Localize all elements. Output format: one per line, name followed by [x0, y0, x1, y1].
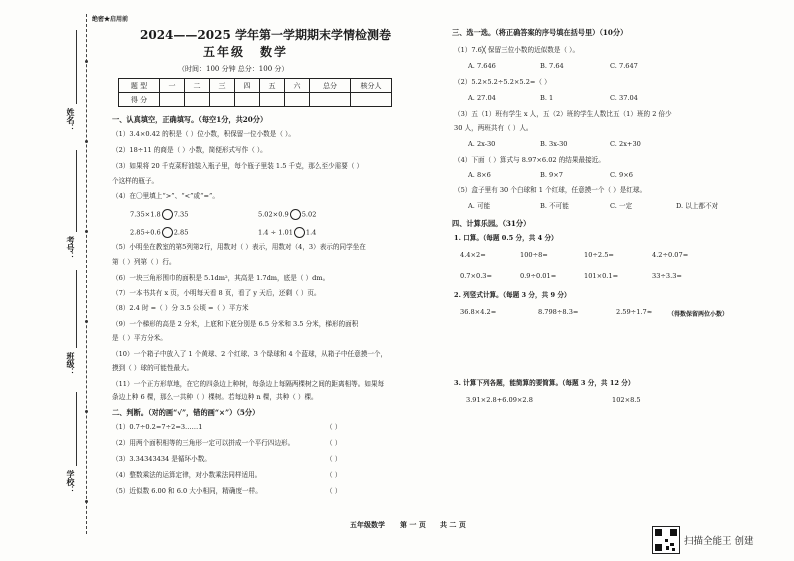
- class-field[interactable]: [76, 270, 77, 348]
- compare-left: 5.02×0.9: [258, 210, 289, 219]
- compare-right: 5.02: [301, 210, 317, 219]
- score-table: [118, 78, 392, 107]
- judge-answer-paren[interactable]: （ ）: [326, 471, 342, 479]
- vertical-item: 36.8×4.2=: [460, 308, 497, 316]
- choice-question: 30 人，两班共有（ ）人。: [454, 124, 533, 132]
- footer-page: 第 一 页: [400, 520, 426, 529]
- choice-option[interactable]: A. 2x-30: [468, 140, 496, 148]
- oral-item: 100÷8=: [520, 251, 548, 259]
- compare-item: [258, 227, 316, 238]
- section3-heading: 三、选一选。（将正确答案的序号填在括号里）（10分）: [452, 28, 628, 37]
- score-input-cell[interactable]: [185, 93, 210, 107]
- judge-answer-paren[interactable]: （ ）: [326, 439, 342, 447]
- choice-question: （4）下面（ ）算式与 8.97×6.02 的结果最接近。: [454, 156, 605, 164]
- subject-label: 数学: [260, 45, 289, 59]
- score-cell: 四: [235, 79, 260, 93]
- question-line: （8）2.4 时 =（ ）分 3.5 公顷 =（ ）平方米: [112, 304, 249, 312]
- class-label: 班级：: [66, 352, 76, 376]
- confidential-label: 绝密★启用前: [92, 16, 129, 23]
- question-line: （10）一个箱子中放入了 1 个黄球、2 个红球、3 个绿球和 4 个蓝球，从箱子中任意摸一个，: [112, 350, 388, 358]
- choice-option[interactable]: A. 可能: [468, 202, 491, 210]
- judge-item: （3）3.34343434 是循环小数。: [112, 455, 211, 463]
- score-input-cell[interactable]: [160, 93, 185, 107]
- question-line: （2）18÷11 的商是（ ）小数，简便形式写作（ ）。: [112, 146, 267, 154]
- oral-item: 0.9÷0.01=: [520, 272, 557, 280]
- binding-dot: [85, 60, 88, 63]
- question-line: （1）3.4×0.42 的积是（ ）位小数，积保留一位小数是（ ）。: [112, 130, 295, 138]
- school-label: 学校：: [66, 470, 76, 494]
- simple-heading: 3. 计算下列各题，能简算的要简算。（每题 3 分，共 12 分）: [454, 379, 635, 387]
- choice-option[interactable]: B. 1: [540, 94, 554, 102]
- choice-option[interactable]: A. 8×6: [468, 171, 491, 179]
- exam-title: 2024——2025 学年第一学期期末学情检测卷: [140, 28, 391, 42]
- judge-answer-paren[interactable]: （ ）: [326, 487, 342, 495]
- judge-item: （2）用两个面积相等的三角形一定可以拼成一个平行四边形。: [112, 439, 295, 447]
- oral-item: 33÷3.3=: [652, 272, 682, 280]
- score-input-cell[interactable]: [351, 93, 392, 107]
- compare-circle[interactable]: [294, 227, 305, 238]
- choice-option[interactable]: B. 不可能: [540, 202, 569, 210]
- question-line: 个这样的瓶子。: [112, 177, 159, 185]
- binding-line: [86, 14, 87, 534]
- choice-option[interactable]: C. 7.647: [610, 62, 638, 70]
- question-line: （3）如果将 20 千克菜籽油装入瓶子里，每个瓶子里装 1.5 千克，那么至少需要（ ）: [112, 162, 364, 170]
- question-line: （7）一本书共有 x 页，小明每天看 8 页，看了 y 天后，还剩（ ）页。: [112, 289, 321, 297]
- question-line: 条边上种 6 棵，那么一共种（ ）棵树。若每边种 n 棵，共种（ ）棵。: [112, 393, 318, 401]
- compare-left: 1.4 ÷ 1.01: [258, 228, 293, 237]
- choice-question: （1）7.6╳ 保留三位小数的近似数是（ ）。: [454, 46, 580, 54]
- section1-heading: 一、认真填空，正确填写。（每空1分，共20分）: [112, 115, 268, 124]
- oral-item: 0.7×0.3=: [460, 272, 493, 280]
- vertical-item: 2.59÷1.7≈: [616, 308, 653, 316]
- choice-question: （5）盒子里有 30 个白球和 1 个红球，任意摸一个（ ）是红球。: [454, 186, 647, 194]
- binding-dot: [85, 410, 88, 413]
- choice-option[interactable]: B. 3x-30: [540, 140, 568, 148]
- choice-question: （3）五（1）班有学生 x 人，五（2）班的学生人数比五（1）班的 2 倍少: [454, 110, 672, 118]
- compare-right: 2.85: [173, 228, 189, 237]
- choice-option[interactable]: A. 7.646: [468, 62, 496, 70]
- score-cell: 二: [185, 79, 210, 93]
- vertical-item: 8.798÷8.3=: [538, 308, 579, 316]
- oral-item: 101×0.1=: [584, 272, 619, 280]
- name-field[interactable]: [76, 30, 77, 104]
- name-label: 姓名：: [66, 108, 76, 132]
- score-input-cell[interactable]: [235, 93, 260, 107]
- question-line: （4）在〇里填上“>”、“<”或“=”。: [112, 192, 219, 200]
- score-input-cell[interactable]: [260, 93, 285, 107]
- choice-option[interactable]: D. 以上都不对: [676, 202, 719, 210]
- question-line: （5）小明坐在教室的第5列第2行，用数对（ ）表示，用数对（4，3）表示的同学坐在: [112, 243, 366, 251]
- section4-heading: 四、计算乐园。（31分）: [452, 219, 531, 228]
- score-input-cell[interactable]: [285, 93, 310, 107]
- oral-item: 10÷2.5=: [584, 251, 614, 259]
- score-cell: 得 分: [119, 93, 160, 107]
- section2-heading: 二、判断。（对的画“√”，错的画“×”）（5分）: [112, 408, 260, 417]
- score-cell: 题 型: [119, 79, 160, 93]
- footer-subject: 五年级数学: [350, 520, 385, 529]
- binding-dot: [85, 500, 88, 503]
- score-input-cell[interactable]: [310, 93, 351, 107]
- score-table-header-row: [119, 79, 392, 93]
- choice-option[interactable]: B. 9×7: [540, 171, 563, 179]
- question-line: （6）一块三角形围巾的面积是 5.1dm²，其高是 1.7dm，底是（ ）dm。: [112, 274, 330, 282]
- exam-number-label: 考号：: [66, 236, 76, 260]
- binding-dot: [85, 320, 88, 323]
- score-cell: 五: [260, 79, 285, 93]
- judge-item: （1）0.7÷0.2=7÷2=3……1: [112, 423, 203, 431]
- question-line: 第（ ）列第（ ）行。: [112, 258, 176, 266]
- simple-item: 3.91×2.8+6.09×2.8: [466, 396, 533, 404]
- compare-circle[interactable]: [290, 209, 301, 220]
- choice-option[interactable]: C. 2x+30: [610, 140, 641, 148]
- judge-answer-paren[interactable]: （ ）: [326, 423, 342, 431]
- question-line: 摸到（ ）球的可能性最大。: [112, 364, 194, 372]
- compare-circle[interactable]: [162, 227, 173, 238]
- choice-question: （2）5.2×5.2÷5.2×5.2=（ ）: [454, 78, 551, 86]
- score-input-cell[interactable]: [210, 93, 235, 107]
- grade-label: 五年级: [203, 45, 246, 59]
- score-cell: 三: [210, 79, 235, 93]
- question-line: （9）一个梯形的高是 2 分米，上底和下底分别是 6.5 分米和 3.5 分米，梯形的面积: [112, 320, 359, 328]
- compare-left: 7.35×1.8: [130, 210, 161, 219]
- choice-option[interactable]: C. 37.04: [610, 94, 638, 102]
- rounding-note: （得数保留两位小数）: [668, 311, 729, 318]
- oral-item: 4.4×2=: [460, 251, 486, 259]
- time-info: （时间：100 分钟 总分：100 分）: [178, 65, 289, 73]
- choice-option[interactable]: B. 7.64: [540, 62, 564, 70]
- score-cell: 一: [160, 79, 185, 93]
- oral-item: 4.2÷0.07=: [652, 251, 689, 259]
- exam-number-field[interactable]: [76, 150, 77, 232]
- judge-item: （4）整数乘法的运算定律，对小数乘法同样适用。: [112, 471, 262, 479]
- judge-answer-paren[interactable]: （ ）: [326, 455, 342, 463]
- compare-item: [130, 227, 188, 238]
- compare-item: [130, 209, 188, 220]
- choice-option[interactable]: A. 27.04: [468, 94, 496, 102]
- simple-item: 102×8.5: [612, 396, 641, 404]
- compare-item: [258, 209, 316, 220]
- question-line: 是（ ）平方分米。: [112, 334, 167, 342]
- question-line: （11）一个正方形草地，在它的四条边上种树，每条边上每隔两棵树之间的距离相等。如果每: [112, 380, 385, 388]
- choice-option[interactable]: C. 9×6: [610, 171, 633, 179]
- oral-heading: 1. 口算。（每题 0.5 分，共 4 分）: [454, 234, 558, 242]
- footer-total: 共 二 页: [440, 520, 466, 529]
- vertical-heading: 2. 列竖式计算。（每题 3 分，共 9 分）: [454, 291, 571, 299]
- score-cell: 核分人: [351, 79, 392, 93]
- compare-circle[interactable]: [162, 209, 173, 220]
- binding-dot: [85, 230, 88, 233]
- compare-left: 2.85÷0.6: [130, 228, 161, 237]
- choice-option[interactable]: C. 一定: [610, 202, 633, 210]
- score-cell: 总分: [310, 79, 351, 93]
- score-table-score-row: [119, 93, 392, 107]
- compare-right: 1.4: [305, 228, 317, 237]
- school-field[interactable]: [76, 392, 77, 466]
- judge-item: （5）近似数 6.00 和 6.0 大小相同，精确度一样。: [112, 487, 262, 495]
- binding-dot: [85, 140, 88, 143]
- score-cell: 六: [285, 79, 310, 93]
- compare-right: 7.35: [173, 210, 189, 219]
- qr-code-icon: [652, 526, 680, 554]
- scanner-watermark: 扫描全能王 创建: [684, 536, 754, 547]
